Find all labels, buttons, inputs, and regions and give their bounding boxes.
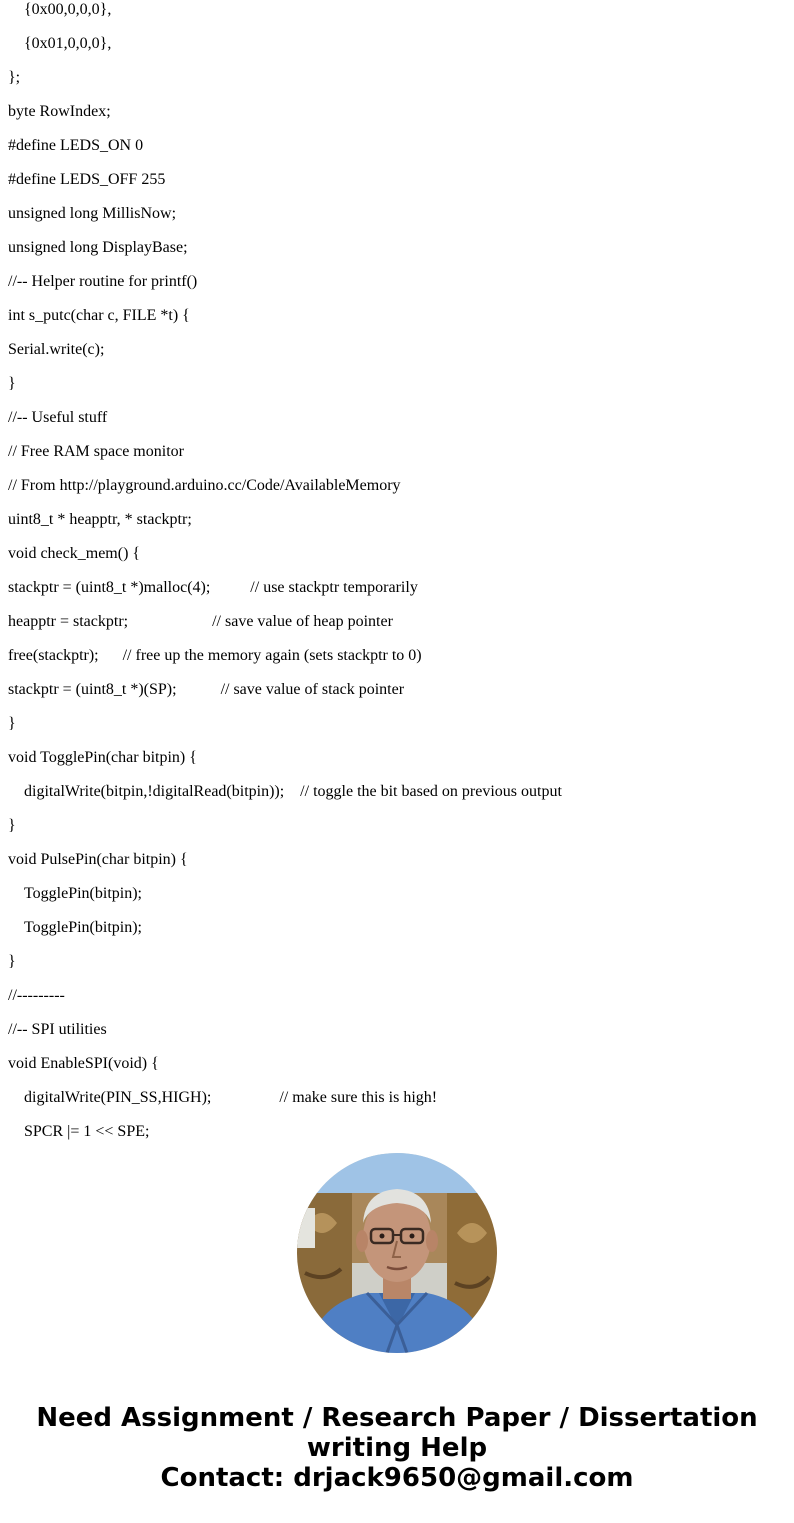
promo-headline: Need Assignment / Research Paper / Dissertation <box>36 1403 758 1433</box>
code-listing <box>8 0 788 1149</box>
code-line: Serial.write(c); <box>8 341 105 358</box>
promo-subheadline: writing Help <box>306 1433 488 1463</box>
code-line: // Free RAM space monitor <box>8 443 184 460</box>
code-line: } <box>8 953 16 970</box>
code-line: } <box>8 715 16 732</box>
code-line: {0x00,0,0,0}, <box>24 1 112 18</box>
code-line: } <box>8 375 16 392</box>
code-line: void check_mem() { <box>8 545 141 562</box>
code-line: heapptr = stackptr; // save value of heap pointer <box>8 613 393 630</box>
code-line: #define LEDS_OFF 255 <box>8 171 166 188</box>
code-line: byte RowIndex; <box>8 103 111 120</box>
code-line: digitalWrite(bitpin,!digitalRead(bitpin)); // toggle the bit based on previous output <box>24 783 562 800</box>
code-line: //-- SPI utilities <box>8 1021 107 1038</box>
code-line: free(stackptr); // free up the memory again (sets stackptr to 0) <box>8 647 422 664</box>
author-avatar <box>297 1153 497 1353</box>
code-line: //-- Useful stuff <box>8 409 108 426</box>
code-line: }; <box>8 69 21 86</box>
code-line: void TogglePin(char bitpin) { <box>8 749 197 766</box>
code-line: unsigned long DisplayBase; <box>8 239 188 256</box>
code-line: stackptr = (uint8_t *)malloc(4); // use stackptr temporarily <box>8 579 418 596</box>
code-line: TogglePin(bitpin); <box>24 885 142 902</box>
code-line: //--------- <box>8 987 65 1004</box>
promo-banner <box>0 1403 794 1493</box>
code-line: #define LEDS_ON 0 <box>8 137 144 154</box>
code-line: // From http://playground.arduino.cc/Code/AvailableMemory <box>8 477 401 494</box>
code-line: //-- Helper routine for printf() <box>8 273 198 290</box>
code-line: TogglePin(bitpin); <box>24 919 142 936</box>
code-line: void EnableSPI(void) { <box>8 1055 159 1072</box>
code-line: void PulsePin(char bitpin) { <box>8 851 188 868</box>
code-line: SPCR |= 1 << SPE; <box>24 1123 150 1140</box>
code-line: stackptr = (uint8_t *)(SP); // save value of stack pointer <box>8 681 405 698</box>
promo-contact: Contact: drjack9650@gmail.com <box>160 1463 634 1493</box>
code-line: {0x01,0,0,0}, <box>24 35 112 52</box>
code-line: unsigned long MillisNow; <box>8 205 177 222</box>
code-line: } <box>8 817 16 834</box>
code-line: uint8_t * heapptr, * stackptr; <box>8 511 192 528</box>
code-line: int s_putc(char c, FILE *t) { <box>8 307 190 324</box>
avatar-photo <box>297 1153 497 1353</box>
code-line: digitalWrite(PIN_SS,HIGH); // make sure this is high! <box>24 1089 438 1106</box>
